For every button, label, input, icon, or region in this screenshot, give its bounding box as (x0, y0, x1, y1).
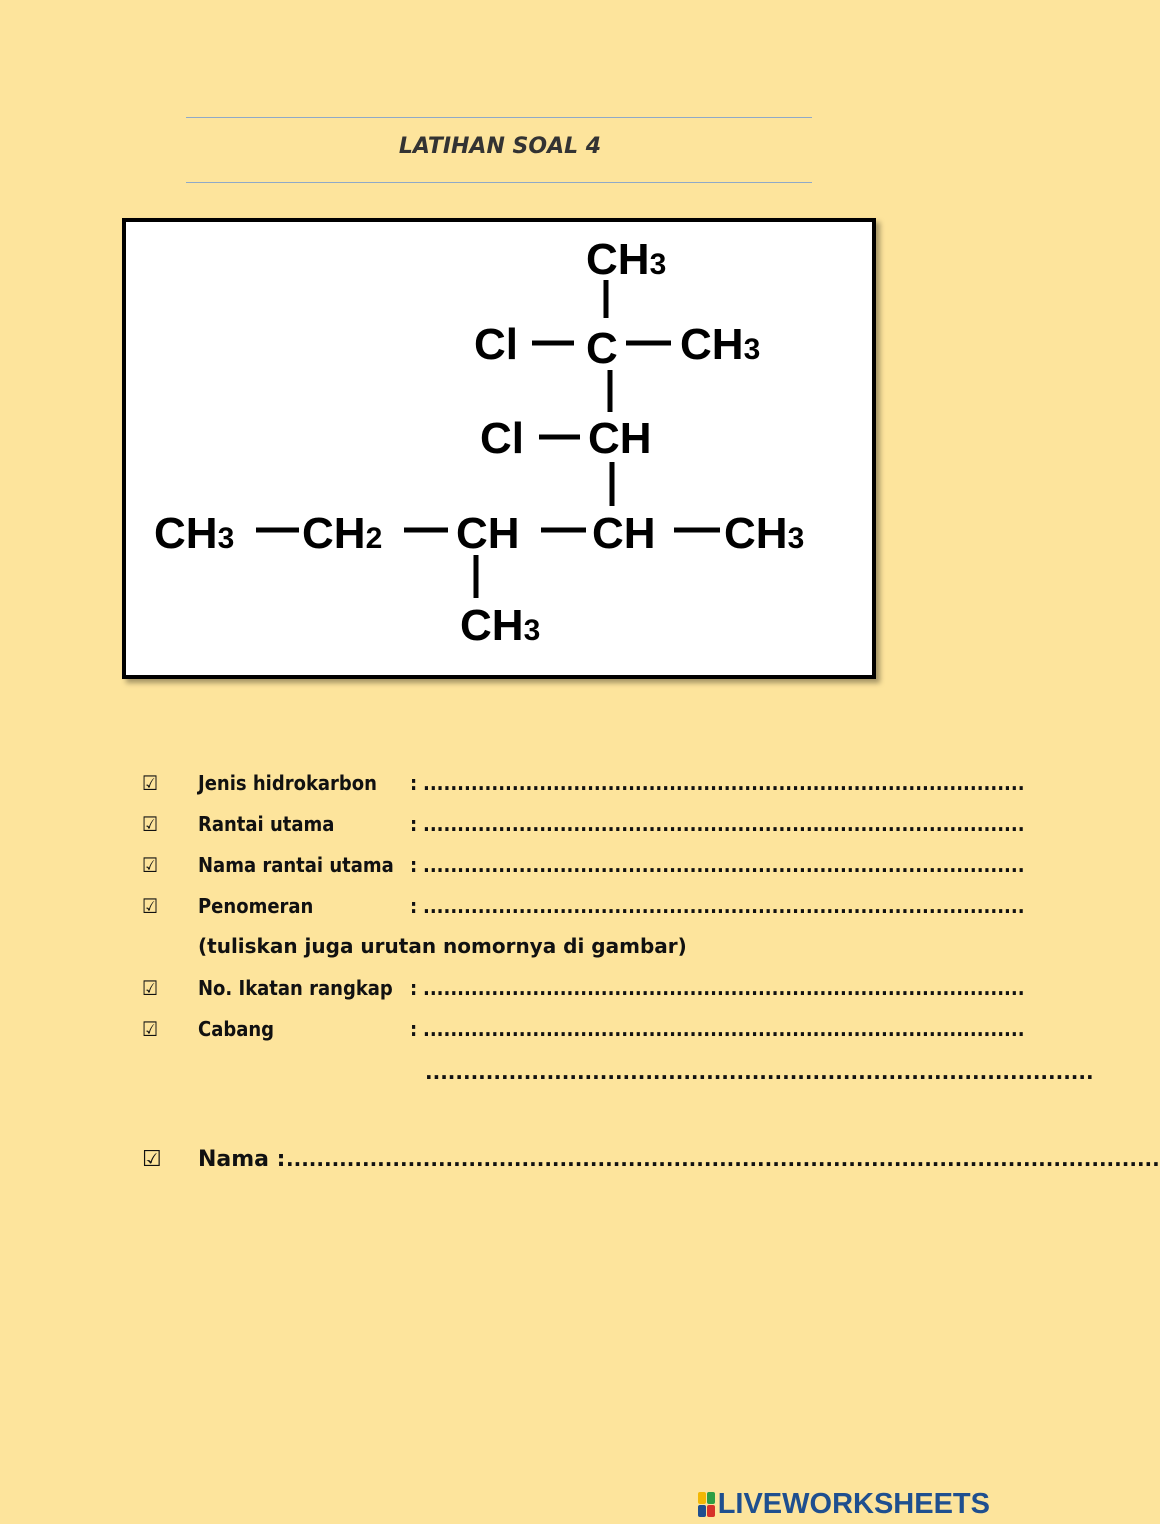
page-title: LATIHAN SOAL 4 (398, 134, 602, 159)
atom-cl-upper: Cl (474, 320, 518, 369)
checkbox-icon: ☑ (142, 976, 159, 1000)
question-row-nama-rantai-utama (142, 853, 1025, 883)
question-row-rantai-utama (142, 812, 1025, 842)
question-colon: : (410, 771, 418, 795)
atom-ch-middle: CH (588, 414, 652, 463)
atom-chain-ch-3: CH (456, 509, 520, 558)
liveworksheets-logo-icon (698, 1492, 715, 1517)
title-rule-bottom (186, 182, 812, 183)
answer-blank[interactable]: ........................................................................................ (423, 771, 1025, 795)
checkbox-icon: ☑ (142, 853, 159, 877)
name-label: Nama : (198, 1147, 286, 1172)
cabang-extra-blank[interactable]: ........................................................................................ (425, 1060, 1094, 1084)
logo-text: LIVEWORKSHEETS (717, 1487, 990, 1520)
atom-chain-ch3-5: CH3 (724, 509, 805, 558)
answer-blank[interactable]: ........................................................................................ (423, 894, 1025, 918)
atom-bottom-ch3: CH3 (460, 601, 541, 650)
question-label: No. Ikatan rangkap (198, 976, 393, 1000)
question-row-penomeran (142, 894, 1025, 924)
liveworksheets-logo[interactable] (698, 1487, 990, 1520)
atom-top-ch3: CH3 (586, 235, 667, 284)
question-label: Rantai utama (198, 812, 335, 836)
answer-blank[interactable]: ........................................................................................ (423, 1017, 1025, 1041)
checkbox-icon: ☑ (142, 1147, 162, 1172)
structural-formula-box (122, 218, 876, 679)
checkbox-icon: ☑ (142, 1017, 159, 1041)
question-row-jenis-hidrokarbon (142, 771, 1025, 801)
checkbox-icon: ☑ (142, 894, 159, 918)
question-colon: : (410, 1017, 418, 1041)
checkbox-icon: ☑ (142, 771, 159, 795)
atom-chain-ch3-1: CH3 (154, 509, 235, 558)
name-blank[interactable]: ................................................................................................................... (286, 1147, 1160, 1171)
question-label: Jenis hidrokarbon (198, 771, 377, 795)
penomeran-note: (tuliskan juga urutan nomornya di gambar) (198, 934, 687, 958)
checkbox-icon: ☑ (142, 812, 159, 836)
question-label: Nama rantai utama (198, 853, 394, 877)
atom-chain-ch-4: CH (592, 509, 656, 558)
question-colon: : (410, 894, 418, 918)
question-colon: : (410, 853, 418, 877)
question-label: Penomeran (198, 894, 314, 918)
answer-blank[interactable]: ........................................................................................ (423, 853, 1025, 877)
atom-cl-lower: Cl (480, 414, 524, 463)
structural-formula-diagram (126, 222, 872, 675)
title-rule-top (186, 117, 812, 118)
answer-blank[interactable]: ........................................................................................ (423, 812, 1025, 836)
answer-blank[interactable]: ........................................................................................ (423, 976, 1025, 1000)
question-label: Cabang (198, 1017, 275, 1041)
question-row-ikatan-rangkap (142, 976, 1025, 1006)
question-colon: : (410, 976, 418, 1000)
atom-chain-ch2-2: CH2 (302, 509, 383, 558)
atom-ch3-right-upper: CH3 (680, 320, 761, 369)
question-colon: : (410, 812, 418, 836)
atom-c-quaternary: C (586, 324, 618, 373)
question-row-cabang (142, 1017, 1025, 1047)
